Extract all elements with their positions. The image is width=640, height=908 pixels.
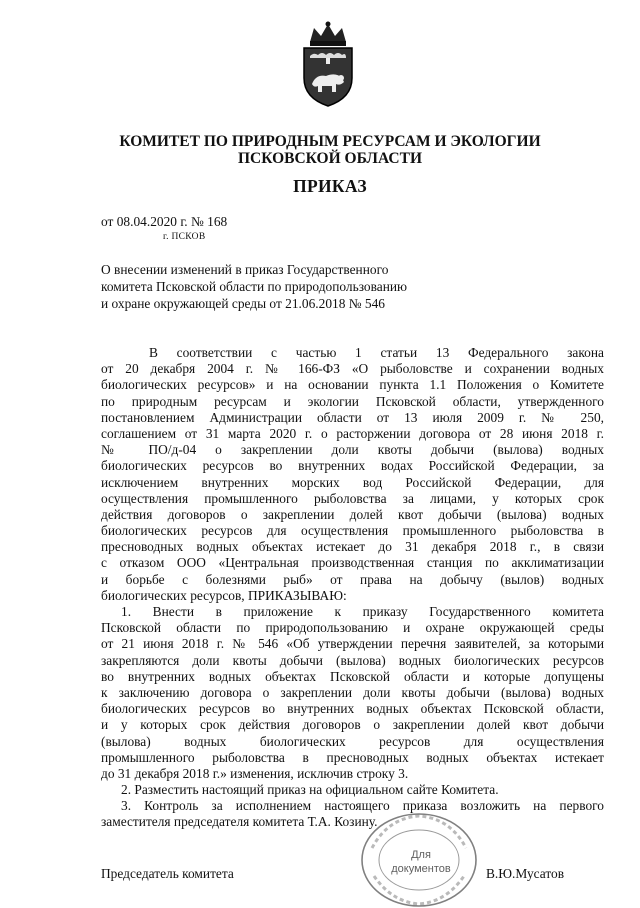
body-line: и борьбе с болезнями рыб» от права на добычу (вылов) водных [101,571,604,587]
body-line: к заключению договора о закреплении доли квоты добычи (вылова) водных [101,684,604,700]
body-line: постановлением Администрации области от 13 июля 2009 г. № 250, [101,409,604,425]
body-line: пресноводных водных объектах истекает до 31 декабря 2018 г., в связи [101,539,604,555]
body-line: 2. Разместить настоящий приказ на официальном сайте Комитета. [121,782,499,798]
document-type-title: ПРИКАЗ [293,176,367,196]
body-line: от 20 декабря 2004 г. № 166-ФЗ «О рыболовстве и сохранении водных [101,361,604,377]
body-line: промышленного рыболовства в пресноводных водных объектах истекает [101,749,604,765]
body-line: соглашением от 31 марта 2020 г. о расторжении договора от 28 июня 2018 г. [101,425,604,441]
committee-name-line-2: ПСКОВСКОЙ ОБЛАСТИ [237,150,422,167]
body-line: Псковской области по природопользованию и охране окружающей среды [101,620,604,636]
subject-line: и охране окружающей среды от 21.06.2018 № 546 [101,296,385,311]
body-line: осуществления промышленного рыболовства за лицами, у которых срок [101,490,604,506]
body-line: действия договоров о закреплении долей квот добычи (вылова) водных [101,506,604,522]
body-line: биологических ресурсов во внутренних водах Российской Федерации, за [101,458,604,474]
body-line: по природным ресурсам и экологии Псковской области, утвержденного [101,393,604,409]
committee-name-line-1: КОМИТЕТ ПО ПРИРОДНЫМ РЕСУРСАМ И ЭКОЛОГИИ [119,133,541,150]
body-line: и у которых срок действия договоров о закреплении долей квот добычи [101,717,604,733]
body-line: биологических ресурсов для осуществления промышленного рыболовства в [101,523,604,539]
city-label: г. ПСКОВ [163,232,206,242]
body-line: от 21 июня 2018 г. № 546 «Об утверждении перечня заявителей, за которыми [101,636,604,652]
body-line: до 31 декабря 2018 г.» изменения, исключив строку 3. [101,765,409,781]
body-line: заместителя председателя комитета Т.А. Козину. [101,814,378,830]
body-line: биологических ресурсов» и на основании пункта 1.1 Положения о Комитете [101,377,604,393]
body-line: № ПО/д-04 о закреплении доли квоты добычи (вылова) водных [101,442,604,458]
body-line: 1. Внести в приложение к приказу Государственного комитета [121,604,604,619]
subject-line: О внесении изменений в приказ Государственного [101,262,389,277]
round-stamp [358,808,480,908]
signatory-title: Председатель комитета [101,866,234,881]
signatory-name: В.Ю.Мусатов [486,866,565,881]
body-line: исключением внутренних морских вод Российской Федерации, для [101,474,604,490]
body-line: 3. Контроль за исполнением настоящего приказа возложить на первого [121,798,604,814]
body-line: биологических ресурсов во внутренних водных объектах Псковской области, [101,701,604,717]
body-line: (вылова) водных биологических ресурсов для осуществления [101,733,604,749]
coat-of-arms-emblem [296,20,360,108]
stamp-text-line-1: Для [411,849,431,861]
order-body [101,345,604,831]
body-line: В соответствии с частью 1 статьи 13 Федерального закона [149,345,604,360]
stamp-text-line-2: документов [391,863,451,875]
body-line: биологических ресурсов, ПРИКАЗЫВАЮ: [101,587,347,603]
body-line: закрепляются доли квоты добычи (вылова) водных биологических ресурсов [101,652,604,668]
committee-name [60,133,600,167]
body-line: во внутренних водных объектах Псковской области и которые допущены [101,668,604,684]
body-line: с отказом ООО «Центральная производственная станция по акклиматизации [101,555,604,571]
subject-line: комитета Псковской области по природопользованию [101,279,408,294]
date-and-number: от 08.04.2020 г. № 168 [101,214,228,229]
